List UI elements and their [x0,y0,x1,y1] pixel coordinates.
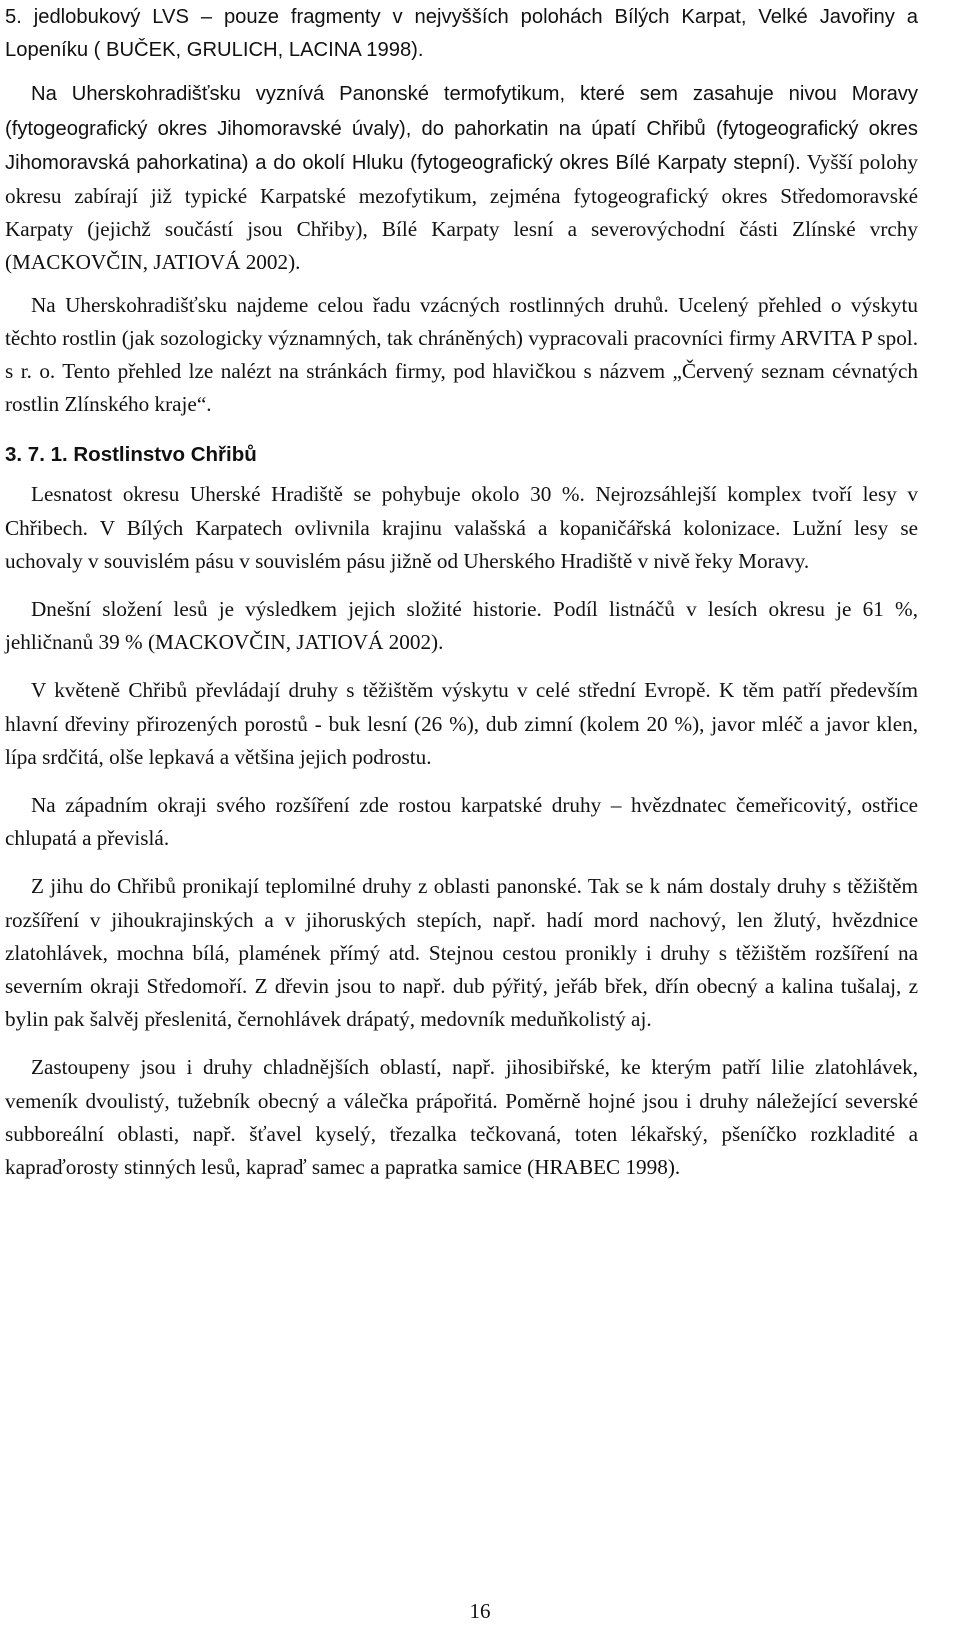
paragraph-segment-serif: Vyšší polohy okresu zabírají již typické Karpatské mezofytikum, zejména fytogeografický okres Středomoravské Karpaty (jejichž součástí jsou Chřiby), Bílé Karpaty lesní a severovýchodní části Zlínské vrchy (MACKOVČIN, JATIOVÁ 2002). [5,149,919,275]
paragraph-uherskohradistsko-flora [5,77,918,279]
paragraph-rare-species: Na Uherskohradišťsku najdeme celou řadu vzácných rostlinných druhů. Ucelený přehled o výskytu těchto rostlin (jak sozologicky významných, tak chráněných) vypracovali pracovníci firmy ARVITA P spol. s r. o. Tento přehled lze nalézt na stránkách firmy, pod hlavičkou s názvem „Červený seznam cévnatých rostlin Zlínského kraje“. [5,292,918,417]
paragraph-segment-sans: Na Uherskohradišťsku vyznívá Panonské termofytikum, které sem zasahuje nivou Moravy (fytogeografický okres Jihomoravské úvaly), do pahorkatin na úpatí Chřibů (fytogeografický okres Jihomoravská pahorkatina) a do okolí Hluku (fytogeografický okres Bílé Karpaty stepní). [5,83,918,174]
paragraph-flora-chriby: V květeně Chřibů převládají druhy s těžištěm výskytu v celé střední Evropě. K těm patří především hlavní dřeviny přirozených porostů - buk lesní (26 %), dub zimní (kolem 20 %), javor mléč a javor klen, lípa srdčitá, olše lepkavá a většina jejich podrostu. [5,678,918,769]
paragraph-forest-composition: Dnešní složení lesů je výsledkem jejich složité historie. Podíl listnáčů v lesích okresu je 61 %, jehličnanů 39 % (MACKOVČIN, JATIOVÁ 2002). [5,597,918,655]
section-heading: 3. 7. 1. Rostlinstvo Chřibů [5,443,257,467]
paragraph-carpathian-species: Na západním okraji svého rozšíření zde rostou karpatské druhy – hvězdnatec čemeřicovitý, ostřice chlupatá a převislá. [5,793,918,851]
paragraph-cold-region-species: Zastoupeny jsou i druhy chladnějších oblastí, např. jihosibiřské, ke kterým patří lilie zlatohlávek, vemeník dvoulistý, tužebník obecný a válečka prápořitá. Poměrně hojné jsou i druhy náležející severské subboreální oblasti, např. šťavel kyselý, třezalka tečkovaná, toten lékařský, pšeníčko rozkladité a kapraďorosty stinných lesů, kapraď samec a papratka samice (HRABEC 1998). [5,1055,918,1180]
paragraph-forest-coverage: Lesnatost okresu Uherské Hradiště se pohybuje okolo 30 %. Nejrozsáhlejší komplex tvoří lesy v Chřibech. V Bílých Karpatech ovlivnila krajinu valašská a kopaničářská kolonizace. Lužní lesy se uchovaly v souvislém pásu v souvislém pásu jižně od Uherského Hradiště v nivě řeky Moravy. [5,482,918,573]
list-item-5: 5. jedlobukový LVS – pouze fragmenty v nejvyšších polohách Bílých Karpat, Velké Javořiny a Lopeníku ( BUČEK, GRULICH, LACINA 1998). [5,6,918,62]
paragraph-pannonian-species: Z jihu do Chřibů pronikají teplomilné druhy z oblasti panonské. Tak se k nám dostaly druhy s těžištěm rozšíření v jihoukrajinských a v jihoruských stepích, např. hadí mord nachový, len žlutý, hvězdnice zlatohlávek, mochna bílá, plamének přímý atd. Stejnou cestou pronikly i druhy s těžištěm rozšíření na severním okraji Středomoří. Z dřevin jsou to např. dub pýřitý, jeřáb břek, dřín obecný a kalina tušalaj, z bylin pak šalvěj přeslenitá, černohlávek drápatý, medovník meduňkolistý aj. [5,874,918,1032]
page-number: 16 [469,1599,491,1623]
document-page [5,0,918,1184]
